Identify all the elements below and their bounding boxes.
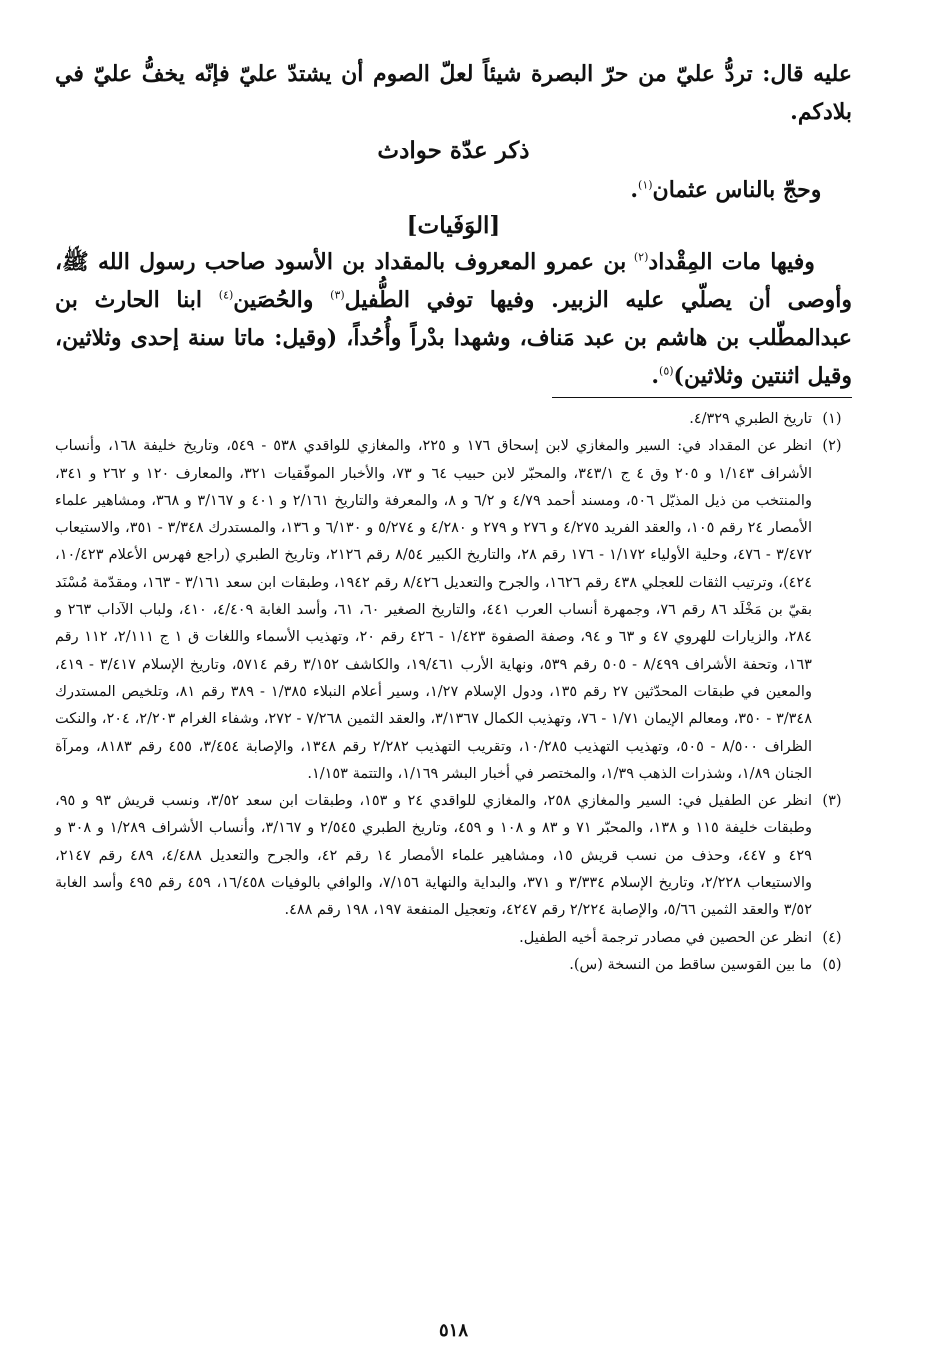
footnote-4	[55, 925, 852, 952]
wafayat-heading: [الوَفَيات]	[406, 212, 501, 239]
footnote-2	[55, 433, 852, 788]
para-part-c: والحُصَين	[233, 287, 331, 313]
para-end: .	[651, 363, 660, 389]
hajj-text: وحجّ بالناس عثمان	[652, 177, 822, 203]
book-page	[55, 55, 852, 1345]
hajj-line: وحجّ بالناس عثمان$^{(١)}$.	[630, 177, 822, 203]
para-part-b: بن عمرو المعروف بالمقداد بن الأسود صاحب رسول الله ﷺ، وأوصى أن يصلّي عليه الزبير. وفيها توفي الطُّفيل	[55, 249, 852, 313]
footnote-ref-1: (١)	[638, 178, 653, 192]
para-part-d: ابنا الحارث بن عبدالمطّلب بن هاشم بن عبد مَناف، وشهدا بدْراً وأُحُداً، (وقيل: ماتا سنة إحدى وثلاثين، وقيل اثنتين وثلاثين)	[55, 287, 852, 389]
footnote-ref-4: (٤)	[218, 288, 234, 302]
footnote-text: ما بين القوسين ساقط من النسخة (س).	[569, 956, 812, 973]
footnote-3	[55, 788, 852, 924]
footnote-text: انظر عن الحصين في مصادر ترجمة أخيه الطفيل.	[519, 929, 812, 946]
section-heading: ذكر عدّة حوادث	[377, 137, 530, 164]
footnote-number: (٥)	[822, 956, 842, 973]
footnote-1	[55, 406, 852, 433]
footnote-number: (٤)	[822, 929, 842, 946]
footnote-separator	[55, 395, 852, 406]
footnote-number: (١)	[822, 411, 842, 427]
para-part-a: وفيها مات المِقْداد	[648, 249, 815, 275]
footnote-number: (٢)	[822, 438, 842, 455]
body-line: عليه قال: تردُّ عليّ من حرّ البصرة شيئاً لعلّ الصوم أن يشتدّ عليّ فإنّه يخفُّ عليّ في بلادكم.	[55, 61, 852, 125]
footnote-text: انظر عن الطفيل في: السير والمغازي ٢٥٨، والمغازي للواقدي ٢٤ و ١٥٣، وطبقات ابن سعد ٣/٥٢، ونسب قريش ٩٣ و ٩٥، وطبقات خليفة ١١٥ و ١٣٨، والمحبّر ٧١ و ٨٣ و ١٠٨ و ٤٥٩، وتاريخ الطبري ٢/٥٤٥ و ٣/١٦٧، وأنساب الأشراف ١/٢٨٩ و ٣٠٨ و ٤٢٩ و ٤٤٧، وحذف من نسب قريش ١٥، ومشاهير علماء الأمصار ١٤ رقم ٤٢، والجرح والتعديل ٤/٤٨٨، ٤٨٩ رقم ٢١٤٧، والاستيعاب ٢/٢٢٨، وتاريخ الإسلام ٣/٣٣٤ و ٣٧١، والبداية والنهاية ٧/١٥٦، والوافي بالوفيات ١٦/٤٥٨، ٤٥٩ رقم ٤٩٥ وأسد الغابة ٣/٥٢ والعقد الثمين ٥/٦٦، والإصابة ٢/٢٢٤ رقم ٤٢٤٧، وتعجيل المنفعة ١٩٧، ١٩٨ رقم ٤٨٨.	[55, 793, 813, 919]
footnote-ref-5: (٥)	[659, 364, 674, 378]
footnotes	[55, 406, 852, 979]
footnote-ref-2: (٢)	[633, 250, 649, 264]
footnote-number: (٣)	[822, 793, 842, 810]
wafayat-paragraph	[55, 243, 852, 395]
footnote-ref-3: (٣)	[330, 288, 345, 302]
footnote-5	[55, 952, 852, 979]
footnote-text: انظر عن المقداد في: السير والمغازي لابن إسحاق ١٧٦ و ٢٢٥، والمغازي للواقدي ٥٣٨ - ٥٤٩، وتاريخ خليفة ١٦٨، وأنساب الأشراف ١/١٤٣ و ٢٠٥ وق ٤ ج ٣٤٣/١، والمحبّر لابن حبيب ٦٤ و ٧٣، والأخبار الموفّقيات ٣٢١، والمعارف ١٢٠ و ٢٦٢ و ٣٤١، والمنتخب من ذيل المذيّل ٥٠٦، ومسند أحمد ٤/٧٩ و ٦/٢ و ٨، والمعرفة والتاريخ ٢/١٦١ و ٤٠١ و ٣/١٦٧ و ٣٦٨، ومشاهير علماء الأمصار ٢٤ رقم ١٠٥، والعقد الفريد ٤/٢٧٥ و ٢٧٦ و ٢٧٩ و ٤/٢٨٠ و ٥/٢٧٤ و ٦/١٣٠ و ١٣٦، والمستدرك ٣/٣٤٨ - ٣٥١، والاستيعاب ٣/٤٧٢ - ٤٧٦، وحلية الأولياء ١/١٧٢ - ١٧٦ رقم ٢٨، والتاريخ الكبير ٨/٥٤ رقم ٢١٢٦، وتاريخ الطبري (راجع فهرس الأعلام ١٠/٤٢٣، ٤٢٤)، وترتيب الثقات للعجلي ٤٣٨ رقم ١٦٢٦، والجرح والتعديل ٨/٤٢٦ رقم ١٩٤٢، وطبقات ابن سعد ٣/١٦١ - ١٦٣، ومقدّمة مُسْنَد بقيّ بن مَخْلَد ٨٦ رقم ٧٦، وجمهرة أنساب العرب ٤٤١، والتاريخ الصغير ٦٠، ٦١، وأسد الغابة ٤/٤٠٩، ٤١٠، ولباب الآداب ٢٦٣ و ٢٨٤، والزيارات للهروي ٤٧ و ٦٣ و ٩٤، وصفة الصفوة ١/٤٢٣ - ٤٢٦ رقم ٢٠، وتهذيب الأسماء واللغات ق ١ ج ٢/١١١، ١١٢ رقم ١٦٣، وتحفة الأشراف ٨/٤٩٩ - ٥٠٥ رقم ٥٣٩، ونهاية الأرب ١٩/٤٦١، والكاشف ٣/١٥٢ رقم ٥٧١٤، وتاريخ الإسلام ٣/٤١٧ - ٤١٩، والمعين في طبقات المحدّثين ٢٧ رقم ١٣٥، ودول الإسلام ١/٢٧، وسير أعلام النبلاء ١/٣٨٥ - ٣٨٩ رقم ٨١، وتلخيص المستدرك ٣/٣٤٨ - ٣٥٠، ومعالم الإيمان ١/٧١ - ٧٦، وتهذيب الكمال ٣/١٣٦٧، والعقد الثمين ٧/٢٦٨ - ٢٧٢، وشفاء الغرام ٢/٢٠٣، ٢٠٤، والنكت الظراف ٨/٥٠٠ - ٥٠٥، وتهذيب التهذيب ١٠/٢٨٥، وتقريب التهذيب ٢/٢٨٢ رقم ١٣٤٨، والإصابة ٣/٤٥٤، ٤٥٥ رقم ٨١٨٣، ومرآة الجنان ١/٨٩، وشذرات الذهب ١/٣٩، والمختصر في أخبار البشر ١/١٦٩، والتتمة ١/١٥٣.	[55, 438, 813, 782]
footnote-text: تاريخ الطبري ٤/٣٢٩.	[689, 411, 812, 427]
page-number: ٥١٨	[438, 1320, 468, 1341]
